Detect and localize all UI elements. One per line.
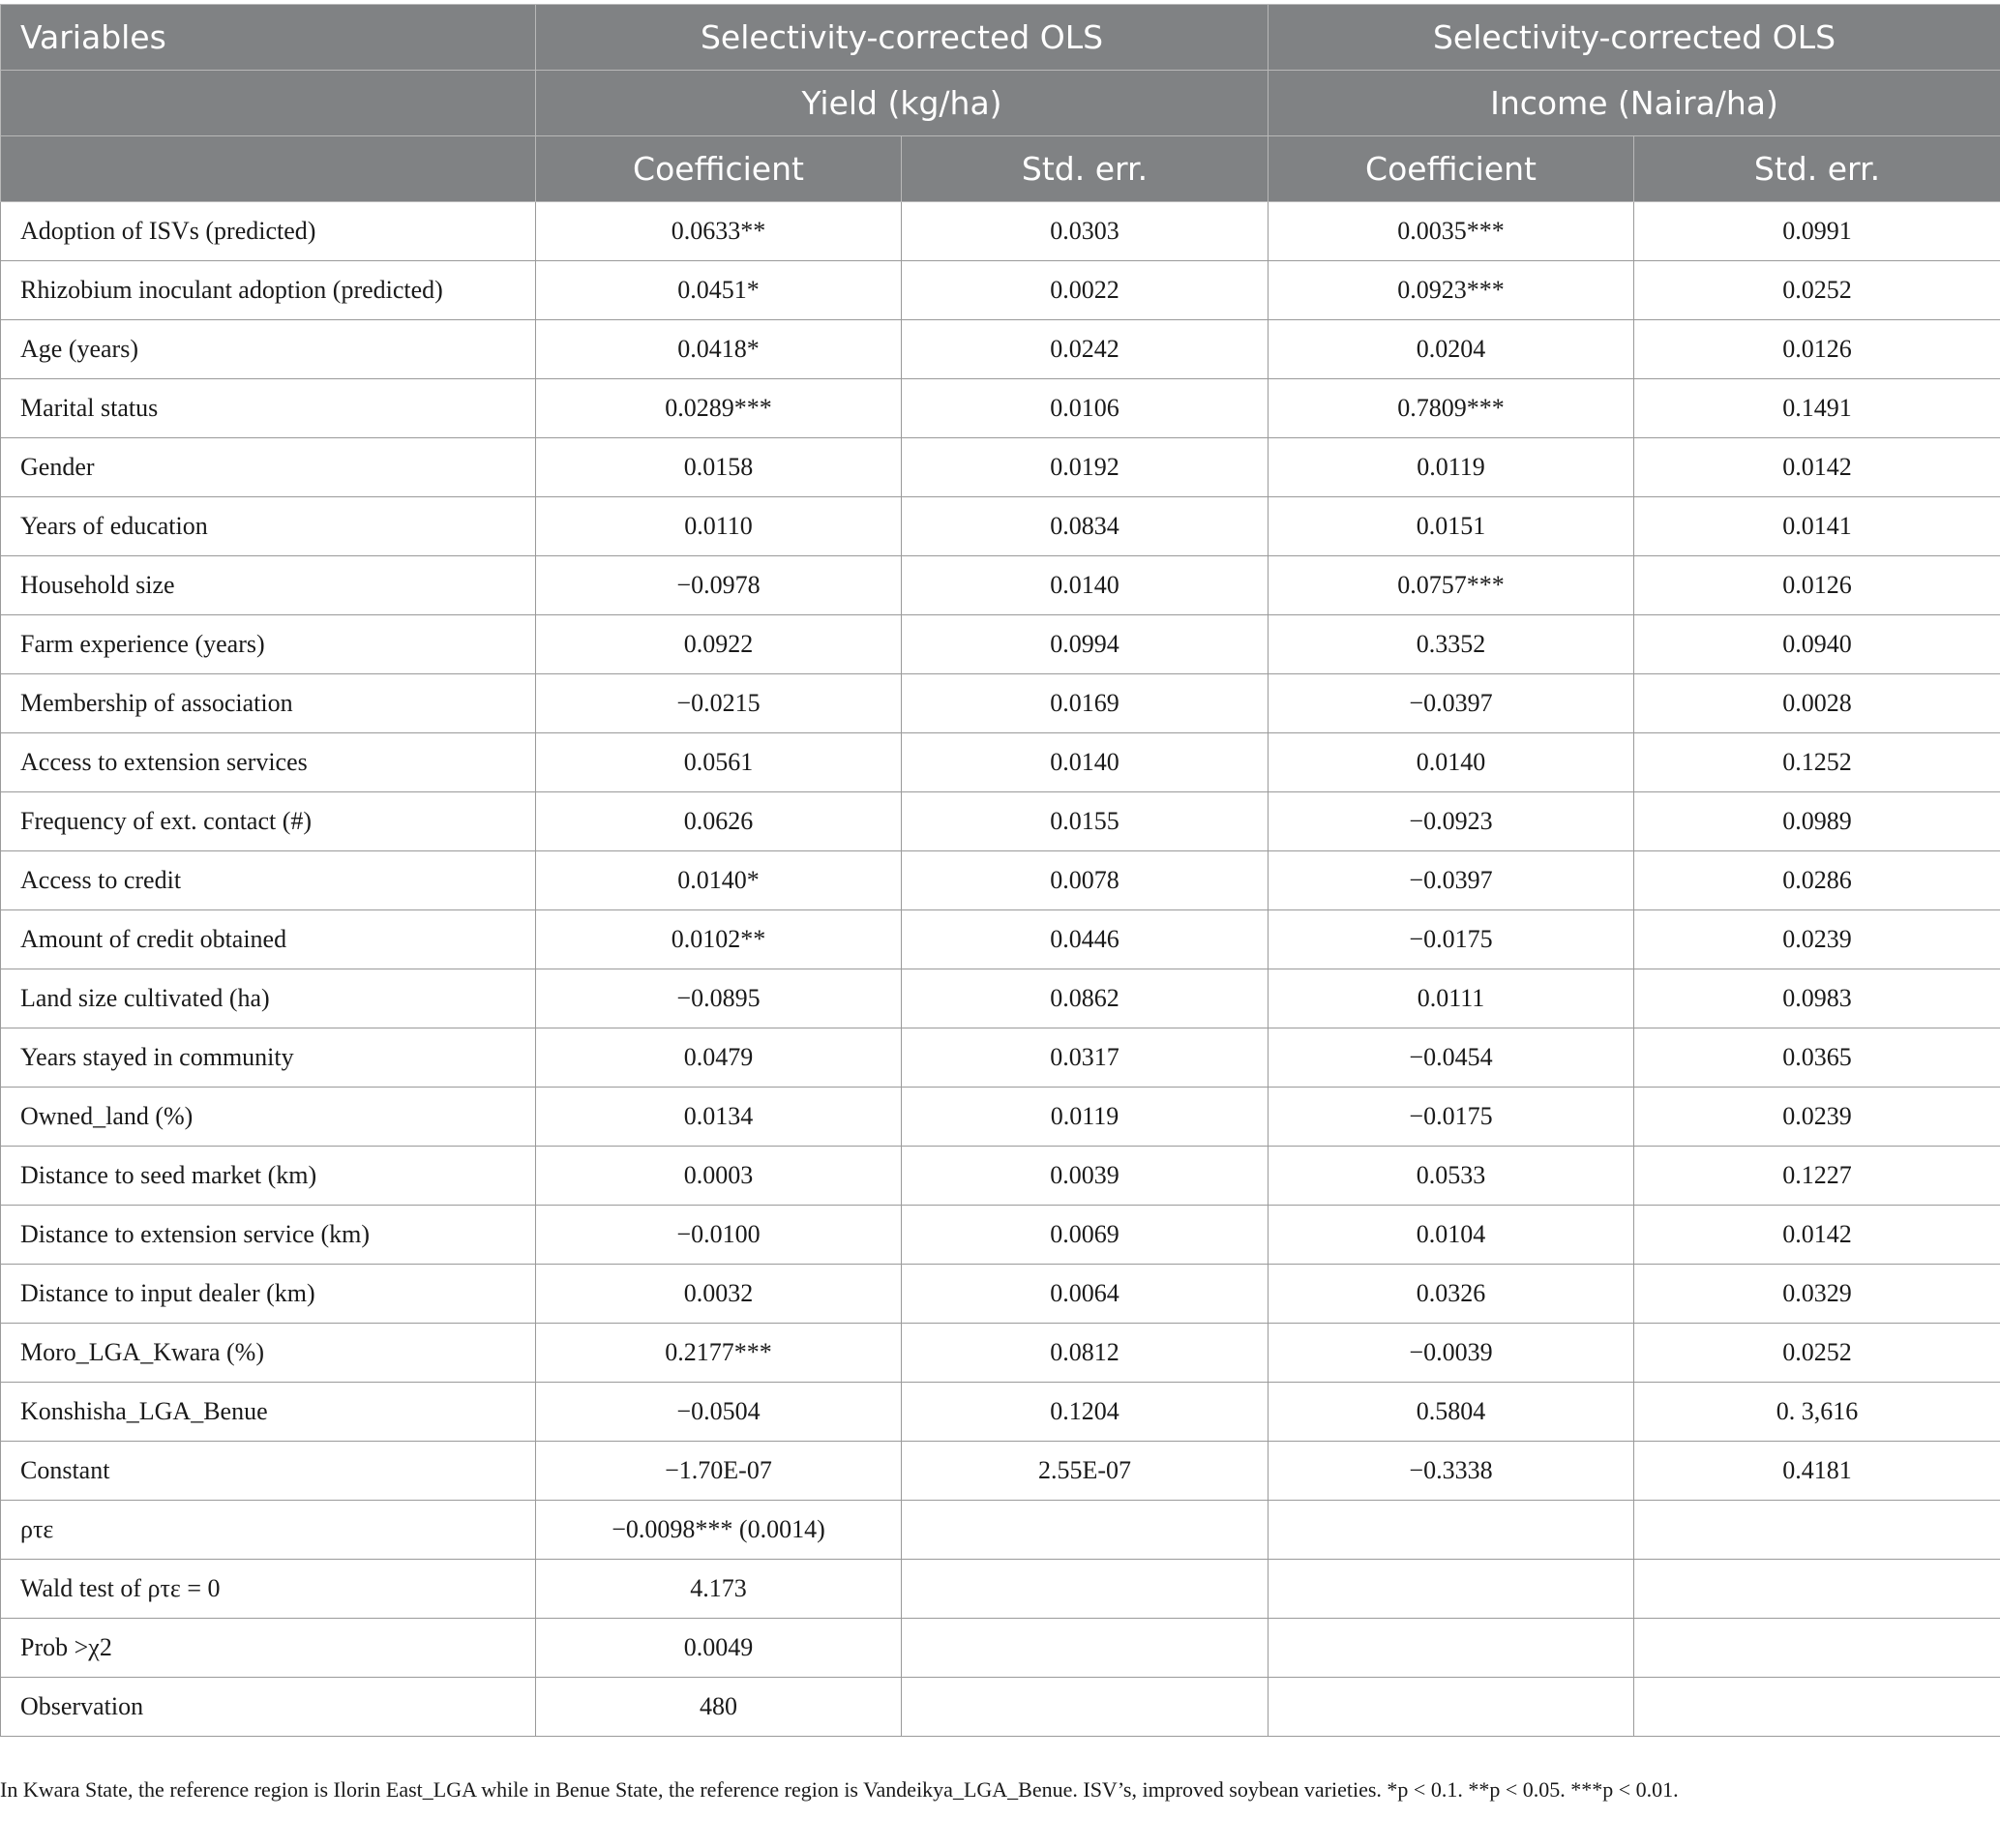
income-coefficient-cell: 0.7809*** — [1269, 379, 1634, 438]
table-row — [1, 1678, 2000, 1737]
variable-cell: Moro_LGA_Kwara (%) — [1, 1324, 536, 1383]
yield-coefficient-cell: 0.0049 — [536, 1619, 902, 1678]
income-coefficient-cell: −0.0039 — [1269, 1324, 1634, 1383]
yield-coefficient-cell: −0.0100 — [536, 1206, 902, 1265]
yield-std-err-cell: 0.0140 — [902, 733, 1269, 792]
income-coefficient-cell: −0.0397 — [1269, 851, 1634, 910]
yield-std-err-cell: 0.0140 — [902, 556, 1269, 615]
table-footnote: In Kwara State, the reference region is Ilorin East_LGA while in Benue State, the reference region is Vandeikya_LGA_Benue. ISV’s, improved soybean varieties. *p < 0.1. **p < 0.05. ***p < 0.01. — [0, 1777, 1679, 1802]
variable-cell: Years stayed in community — [1, 1028, 536, 1088]
variable-cell: Household size — [1, 556, 536, 615]
yield-std-err-cell — [902, 1619, 1269, 1678]
variable-cell: Land size cultivated (ha) — [1, 969, 536, 1028]
income-coefficient-cell: 0.0119 — [1269, 438, 1634, 497]
header-row-1 — [1, 5, 2000, 71]
yield-std-err-cell: 0.0317 — [902, 1028, 1269, 1088]
yield-coefficient-cell: −0.0978 — [536, 556, 902, 615]
yield-coefficient-cell: 0.0922 — [536, 615, 902, 674]
yield-std-err-cell: 0.0303 — [902, 202, 1269, 261]
table-row — [1, 1560, 2000, 1619]
income-coefficient-cell — [1269, 1501, 1634, 1560]
header-empty-2 — [1, 136, 536, 202]
income-coefficient-cell: 0.0533 — [1269, 1147, 1634, 1206]
table-row — [1, 851, 2000, 910]
income-coefficient-cell: 0.0140 — [1269, 733, 1634, 792]
income-coefficient-cell: 0.0111 — [1269, 969, 1634, 1028]
income-coefficient-cell: 0.0151 — [1269, 497, 1634, 556]
income-std-err-cell: 0.0141 — [1634, 497, 2000, 556]
table-row — [1, 1442, 2000, 1501]
yield-std-err-cell: 0.0834 — [902, 497, 1269, 556]
variable-cell: Access to credit — [1, 851, 536, 910]
header-yield-std-err: Std. err. — [902, 136, 1269, 202]
yield-std-err-cell: 0.0155 — [902, 792, 1269, 851]
table-row — [1, 320, 2000, 379]
income-coefficient-cell: −0.0175 — [1269, 910, 1634, 969]
table-row — [1, 556, 2000, 615]
yield-coefficient-cell: 0.0561 — [536, 733, 902, 792]
variable-cell: Wald test of ρτε = 0 — [1, 1560, 536, 1619]
header-yield-coefficient: Coefficient — [536, 136, 902, 202]
table-row — [1, 261, 2000, 320]
yield-std-err-cell: 0.0862 — [902, 969, 1269, 1028]
yield-std-err-cell: 0.0022 — [902, 261, 1269, 320]
yield-coefficient-cell: −1.70E-07 — [536, 1442, 902, 1501]
income-coefficient-cell — [1269, 1560, 1634, 1619]
header-group-yield-model: Selectivity-corrected OLS — [536, 5, 1269, 71]
table-row — [1, 1324, 2000, 1383]
table-row — [1, 674, 2000, 733]
income-std-err-cell: 0.0239 — [1634, 910, 2000, 969]
table-row — [1, 910, 2000, 969]
table-row — [1, 615, 2000, 674]
table-row — [1, 1147, 2000, 1206]
variable-cell: Constant — [1, 1442, 536, 1501]
table-header — [1, 5, 2000, 202]
yield-coefficient-cell: 0.0479 — [536, 1028, 902, 1088]
yield-std-err-cell — [902, 1560, 1269, 1619]
variable-cell: Marital status — [1, 379, 536, 438]
variable-cell: Access to extension services — [1, 733, 536, 792]
variable-cell: ρτε — [1, 1501, 536, 1560]
yield-std-err-cell: 0.0039 — [902, 1147, 1269, 1206]
table-row — [1, 733, 2000, 792]
yield-std-err-cell: 0.0069 — [902, 1206, 1269, 1265]
variable-cell: Frequency of ext. contact (#) — [1, 792, 536, 851]
income-std-err-cell: 0.0983 — [1634, 969, 2000, 1028]
table-row — [1, 969, 2000, 1028]
yield-std-err-cell — [902, 1678, 1269, 1737]
yield-coefficient-cell: 0.0110 — [536, 497, 902, 556]
income-coefficient-cell — [1269, 1678, 1634, 1737]
table-row — [1, 202, 2000, 261]
yield-std-err-cell — [902, 1501, 1269, 1560]
yield-coefficient-cell: 0.0102** — [536, 910, 902, 969]
variable-cell: Gender — [1, 438, 536, 497]
income-std-err-cell: 0.0142 — [1634, 438, 2000, 497]
income-std-err-cell: 0.0365 — [1634, 1028, 2000, 1088]
income-std-err-cell: 0.0286 — [1634, 851, 2000, 910]
yield-coefficient-cell: 0.0418* — [536, 320, 902, 379]
income-std-err-cell: 0.0126 — [1634, 556, 2000, 615]
yield-std-err-cell: 0.1204 — [902, 1383, 1269, 1442]
income-coefficient-cell: 0.0204 — [1269, 320, 1634, 379]
income-coefficient-cell — [1269, 1619, 1634, 1678]
yield-coefficient-cell: 0.0140* — [536, 851, 902, 910]
results-table-container — [0, 4, 2000, 1737]
income-coefficient-cell: 0.5804 — [1269, 1383, 1634, 1442]
variable-cell: Amount of credit obtained — [1, 910, 536, 969]
variable-cell: Farm experience (years) — [1, 615, 536, 674]
income-std-err-cell — [1634, 1501, 2000, 1560]
header-income: Income (Naira/ha) — [1269, 71, 2000, 136]
income-std-err-cell: 0.0142 — [1634, 1206, 2000, 1265]
income-std-err-cell: 0.1491 — [1634, 379, 2000, 438]
table-row — [1, 497, 2000, 556]
variable-cell: Owned_land (%) — [1, 1088, 536, 1147]
yield-coefficient-cell: 0.0003 — [536, 1147, 902, 1206]
yield-std-err-cell: 0.0169 — [902, 674, 1269, 733]
variable-cell: Prob >χ2 — [1, 1619, 536, 1678]
table-row — [1, 1088, 2000, 1147]
yield-std-err-cell: 0.0078 — [902, 851, 1269, 910]
income-coefficient-cell: 0.3352 — [1269, 615, 1634, 674]
variable-cell: Distance to extension service (km) — [1, 1206, 536, 1265]
table-row — [1, 1619, 2000, 1678]
yield-coefficient-cell: 0.2177*** — [536, 1324, 902, 1383]
yield-coefficient-cell: 0.0451* — [536, 261, 902, 320]
yield-coefficient-cell: 0.0626 — [536, 792, 902, 851]
yield-coefficient-cell: 4.173 — [536, 1560, 902, 1619]
yield-coefficient-cell: −0.0215 — [536, 674, 902, 733]
header-row-2 — [1, 71, 2000, 136]
yield-std-err-cell: 0.0242 — [902, 320, 1269, 379]
results-table — [0, 4, 2000, 1737]
income-std-err-cell: 0. 3,616 — [1634, 1383, 2000, 1442]
header-income-coefficient: Coefficient — [1269, 136, 1634, 202]
income-std-err-cell: 0.0940 — [1634, 615, 2000, 674]
header-empty-1 — [1, 71, 536, 136]
header-yield: Yield (kg/ha) — [536, 71, 1269, 136]
income-std-err-cell: 0.0028 — [1634, 674, 2000, 733]
variable-cell: Distance to input dealer (km) — [1, 1265, 536, 1324]
yield-coefficient-cell: 0.0158 — [536, 438, 902, 497]
variable-cell: Age (years) — [1, 320, 536, 379]
header-variables: Variables — [1, 5, 536, 71]
income-coefficient-cell: 0.0104 — [1269, 1206, 1634, 1265]
income-coefficient-cell: −0.3338 — [1269, 1442, 1634, 1501]
yield-coefficient-cell: 0.0289*** — [536, 379, 902, 438]
income-std-err-cell: 0.0252 — [1634, 1324, 2000, 1383]
variable-cell: Membership of association — [1, 674, 536, 733]
yield-coefficient-cell: −0.0098*** (0.0014) — [536, 1501, 902, 1560]
income-std-err-cell: 0.1252 — [1634, 733, 2000, 792]
yield-coefficient-cell: 480 — [536, 1678, 902, 1737]
table-row — [1, 379, 2000, 438]
income-std-err-cell: 0.0329 — [1634, 1265, 2000, 1324]
income-coefficient-cell: 0.0035*** — [1269, 202, 1634, 261]
variable-cell: Years of education — [1, 497, 536, 556]
header-row-3 — [1, 136, 2000, 202]
income-std-err-cell — [1634, 1560, 2000, 1619]
header-income-std-err: Std. err. — [1634, 136, 2000, 202]
income-std-err-cell: 0.0989 — [1634, 792, 2000, 851]
yield-std-err-cell: 0.0994 — [902, 615, 1269, 674]
table-row — [1, 1265, 2000, 1324]
yield-std-err-cell: 0.0446 — [902, 910, 1269, 969]
table-body — [1, 202, 2000, 1737]
income-std-err-cell: 0.4181 — [1634, 1442, 2000, 1501]
yield-std-err-cell: 0.0119 — [902, 1088, 1269, 1147]
income-std-err-cell: 0.0126 — [1634, 320, 2000, 379]
variable-cell: Distance to seed market (km) — [1, 1147, 536, 1206]
header-group-income-model: Selectivity-corrected OLS — [1269, 5, 2000, 71]
yield-std-err-cell: 0.0812 — [902, 1324, 1269, 1383]
yield-std-err-cell: 2.55E-07 — [902, 1442, 1269, 1501]
yield-std-err-cell: 0.0192 — [902, 438, 1269, 497]
yield-coefficient-cell: −0.0504 — [536, 1383, 902, 1442]
yield-coefficient-cell: −0.0895 — [536, 969, 902, 1028]
variable-cell: Observation — [1, 1678, 536, 1737]
income-std-err-cell: 0.1227 — [1634, 1147, 2000, 1206]
income-coefficient-cell: −0.0454 — [1269, 1028, 1634, 1088]
table-row — [1, 1501, 2000, 1560]
income-std-err-cell — [1634, 1619, 2000, 1678]
income-coefficient-cell: 0.0757*** — [1269, 556, 1634, 615]
table-row — [1, 1028, 2000, 1088]
income-coefficient-cell: 0.0923*** — [1269, 261, 1634, 320]
table-row — [1, 1383, 2000, 1442]
income-coefficient-cell: −0.0397 — [1269, 674, 1634, 733]
variable-cell: Konshisha_LGA_Benue — [1, 1383, 536, 1442]
yield-coefficient-cell: 0.0134 — [536, 1088, 902, 1147]
variable-cell: Rhizobium inoculant adoption (predicted) — [1, 261, 536, 320]
yield-std-err-cell: 0.0106 — [902, 379, 1269, 438]
variable-cell: Adoption of ISVs (predicted) — [1, 202, 536, 261]
table-row — [1, 438, 2000, 497]
yield-coefficient-cell: 0.0032 — [536, 1265, 902, 1324]
yield-std-err-cell: 0.0064 — [902, 1265, 1269, 1324]
income-coefficient-cell: −0.0175 — [1269, 1088, 1634, 1147]
income-std-err-cell: 0.0252 — [1634, 261, 2000, 320]
table-row — [1, 1206, 2000, 1265]
income-std-err-cell: 0.0239 — [1634, 1088, 2000, 1147]
income-std-err-cell — [1634, 1678, 2000, 1737]
income-std-err-cell: 0.0991 — [1634, 202, 2000, 261]
table-row — [1, 792, 2000, 851]
income-coefficient-cell: −0.0923 — [1269, 792, 1634, 851]
income-coefficient-cell: 0.0326 — [1269, 1265, 1634, 1324]
yield-coefficient-cell: 0.0633** — [536, 202, 902, 261]
